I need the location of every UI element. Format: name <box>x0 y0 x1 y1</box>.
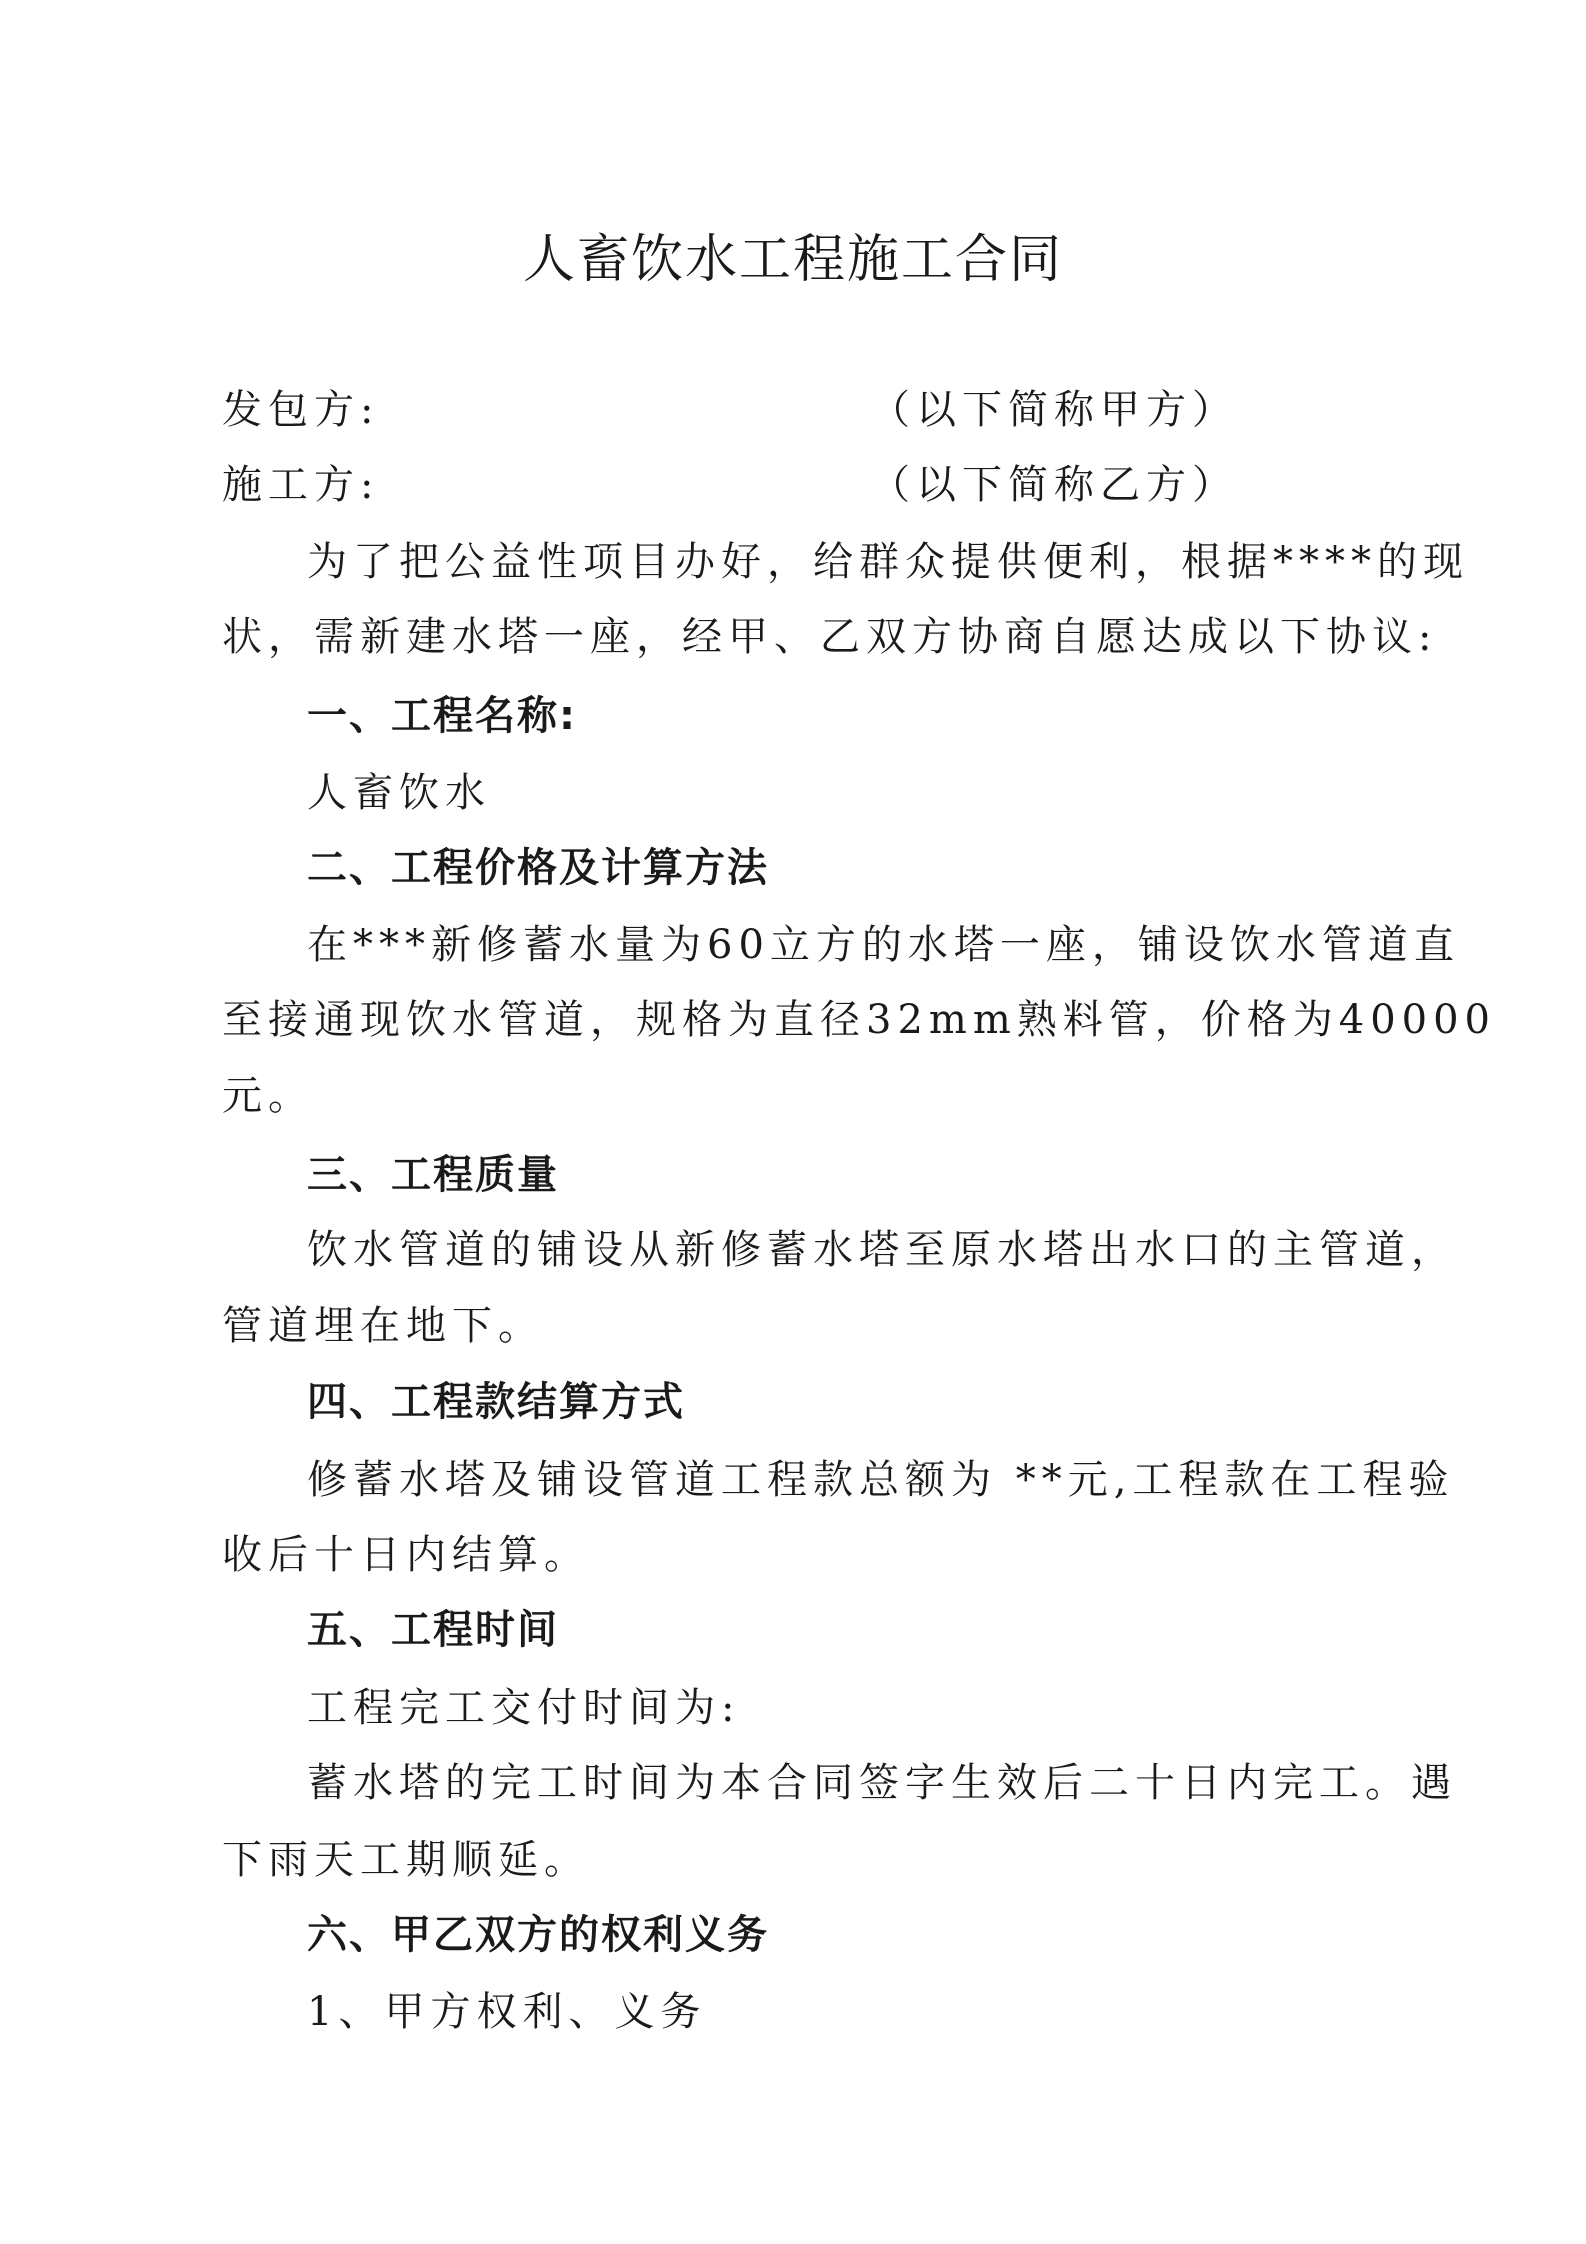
section-3-line-2: 管道埋在地下。 <box>222 1303 544 1349</box>
section-3-line-1: 饮水管道的铺设从新修蓄水塔至原水塔出水口的主管道， <box>307 1227 1457 1273</box>
section-4-line-1: 修蓄水塔及铺设管道工程款总额为 **元,工程款在工程验 <box>307 1457 1455 1503</box>
section-6-sub-1: 1、甲方权利、义务 <box>307 1989 707 2035</box>
intro-line-2: 状，需新建水塔一座，经甲、乙双方协商自愿达成以下协议: <box>222 614 1438 660</box>
section-5-line-3: 下雨天工期顺延。 <box>222 1837 590 1883</box>
section-5-line-2: 蓄水塔的完工时间为本合同签字生效后二十日内完工。遇 <box>307 1760 1457 1806</box>
section-3-heading: 三、工程质量 <box>307 1152 559 1198</box>
section-2-line-1: 在***新修蓄水量为60立方的水塔一座，铺设饮水管道直 <box>307 922 1460 968</box>
section-2-line-3: 元。 <box>222 1073 314 1119</box>
party-b-alias: （以下简称乙方） <box>870 462 1238 508</box>
party-a-label: 发包方: <box>222 387 380 433</box>
party-a-alias: （以下简称甲方） <box>870 387 1238 433</box>
section-2-heading: 二、工程价格及计算方法 <box>307 845 769 891</box>
section-4-line-2: 收后十日内结算。 <box>222 1532 590 1578</box>
intro-line-1: 为了把公益性项目办好，给群众提供便利，根据****的现 <box>307 539 1469 585</box>
section-5-line-1: 工程完工交付时间为: <box>307 1685 741 1731</box>
section-1-body: 人畜饮水 <box>307 770 491 816</box>
party-b-label: 施工方: <box>222 462 380 508</box>
section-6-heading: 六、甲乙双方的权利义务 <box>307 1912 769 1958</box>
document-title: 人畜饮水工程施工合同 <box>522 230 1063 290</box>
section-1-heading: 一、工程名称: <box>307 693 577 739</box>
section-2-line-2: 至接通现饮水管道，规格为直径32mm熟料管，价格为40000 <box>222 997 1497 1043</box>
section-4-heading: 四、工程款结算方式 <box>307 1379 685 1425</box>
section-5-heading: 五、工程时间 <box>307 1607 559 1653</box>
